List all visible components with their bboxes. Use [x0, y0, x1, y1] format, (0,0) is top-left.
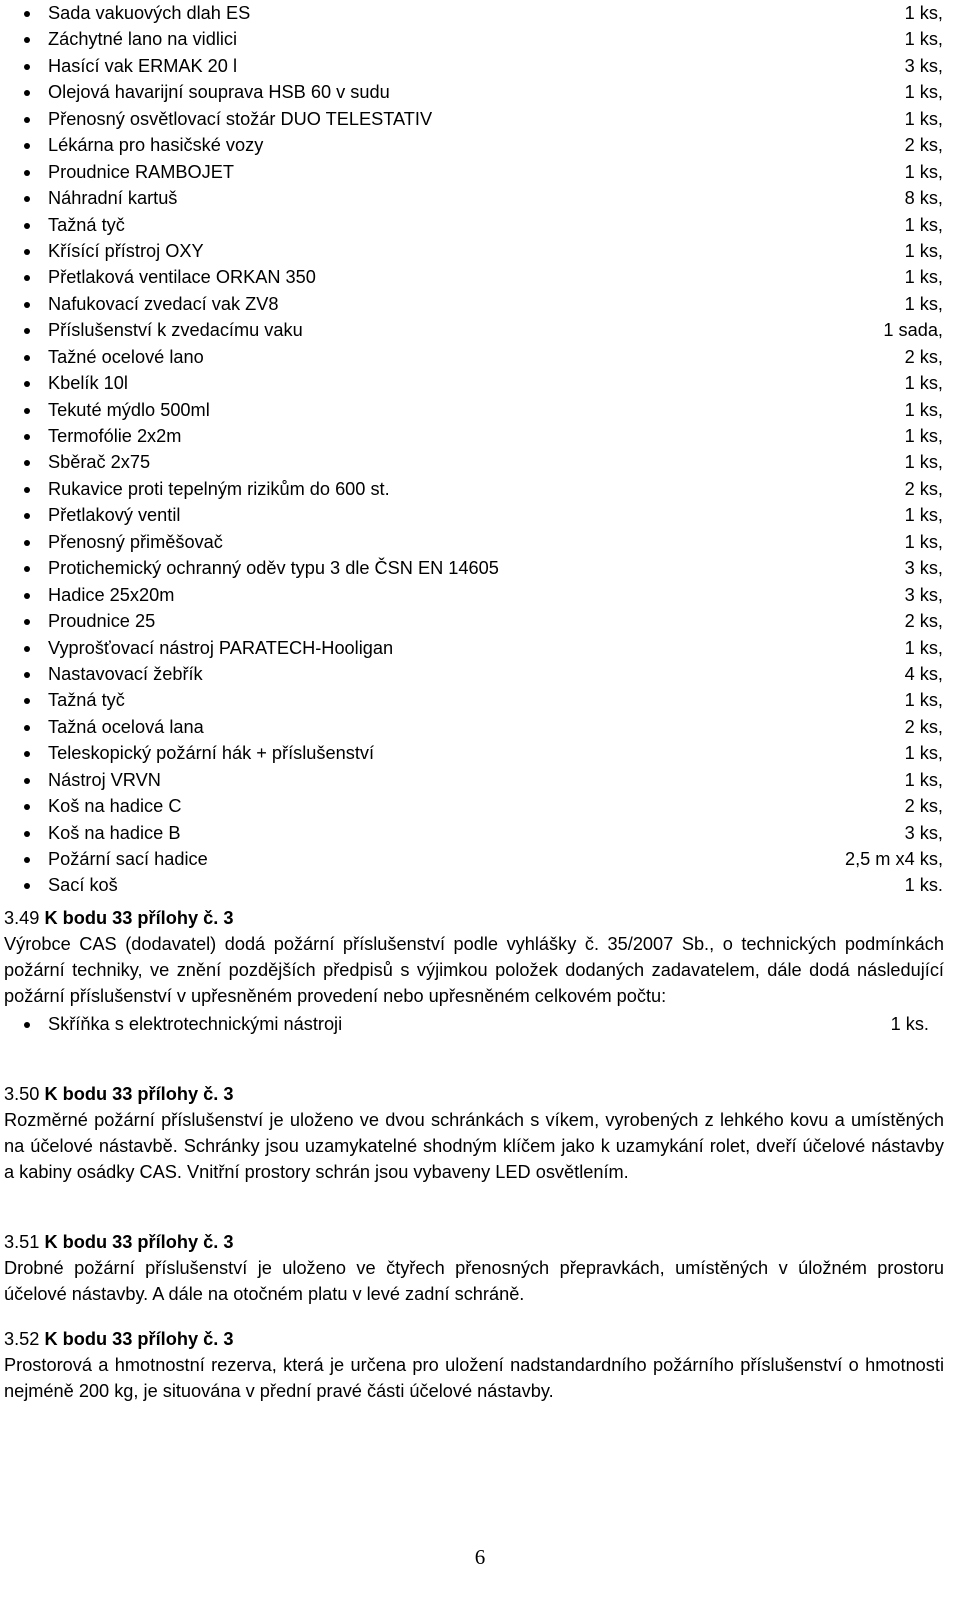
item-name: Sací koš — [48, 875, 118, 896]
item-quantity: 2 ks, — [904, 796, 943, 817]
item-quantity: 2 ks, — [904, 346, 943, 367]
bullet-icon — [24, 117, 30, 123]
item-quantity: 1 ks, — [904, 426, 943, 446]
bullet-icon — [24, 328, 30, 334]
bullet-icon — [24, 11, 30, 17]
list-item — [0, 502, 960, 528]
item-name: Záchytné lano na vidlici — [48, 29, 238, 50]
section-number: 3.49 — [4, 908, 40, 928]
list-item — [0, 159, 960, 185]
item-name: Přenosný přiměšovač — [48, 531, 223, 552]
list-item — [0, 344, 960, 370]
item-quantity: 1 ks, — [904, 3, 943, 23]
bullet-icon — [24, 302, 30, 308]
item-name: Tažná tyč — [48, 214, 125, 235]
item-quantity: 4 ks, — [904, 663, 943, 684]
item-quantity: 2 ks, — [904, 716, 943, 737]
item-quantity: 1 ks, — [904, 452, 943, 473]
list-item — [0, 555, 960, 581]
item-name: Sběrač 2x75 — [48, 452, 151, 473]
list-item — [0, 79, 960, 105]
item-name: Proudnice RAMBOJET — [48, 161, 234, 182]
list-item — [4, 1011, 944, 1037]
list-item — [0, 53, 960, 79]
item-name: Proudnice 25 — [48, 611, 156, 632]
item-quantity: 3 ks, — [904, 822, 943, 843]
item-quantity: 2 ks, — [904, 478, 943, 499]
item-quantity: 8 ks, — [904, 188, 943, 209]
bullet-icon — [24, 64, 30, 70]
list-item — [0, 291, 960, 317]
bullet-icon — [24, 566, 30, 572]
item-quantity: 1 sada, — [883, 320, 943, 341]
list-item — [0, 793, 960, 819]
section-text: Výrobce CAS (dodavatel) dodá požární příslušenství podle vyhlášky č. 35/2007 Sb., o technických podmínkách požární techniky, ve znění pozdějších předpisů s výjimkou položek dodaných zadavatelem, dále dodá následující požární příslušenství v upřesněném provedení nebo upřesněném celkovém počtu: — [4, 934, 944, 1006]
bullet-icon — [24, 487, 30, 493]
section-title: K bodu 33 přílohy č. 3 — [44, 1232, 234, 1252]
section-3-51 — [4, 1229, 944, 1307]
list-item — [0, 872, 960, 898]
item-name: Hasící vak ERMAK 20 l — [48, 55, 238, 76]
item-quantity: 1 ks. — [904, 875, 943, 896]
bullet-icon — [24, 513, 30, 519]
bullet-icon — [24, 143, 30, 149]
item-quantity: 3 ks, — [904, 584, 943, 605]
list-item — [0, 185, 960, 211]
section-text: Prostorová a hmotnostní rezerva, která je určena pro uložení nadstandardního požárního příslušenství o hmotnosti nejméně 200 kg, je situována v přední pravé části účelové nástavby. — [4, 1355, 944, 1401]
list-item — [0, 714, 960, 740]
list-item — [0, 370, 960, 396]
bullet-icon — [24, 90, 30, 96]
section-3-49 — [4, 905, 944, 1037]
item-name: Rukavice proti tepelným rizikům do 600 st. — [48, 478, 390, 499]
item-name: Termofólie 2x2m — [48, 426, 182, 446]
section-heading — [4, 1326, 944, 1352]
item-quantity: 1 ks, — [904, 161, 943, 182]
list-item — [0, 212, 960, 238]
list-item — [0, 317, 960, 343]
page-number: 6 — [474, 1545, 486, 1569]
list-item — [0, 529, 960, 555]
item-name: Tekuté mýdlo 500ml — [48, 399, 210, 420]
item-name: Nafukovací zvedací vak ZV8 — [48, 293, 279, 314]
item-name: Náhradní kartuš — [48, 188, 178, 209]
item-quantity: 1 ks, — [904, 293, 943, 314]
list-item — [0, 0, 960, 26]
list-item — [0, 740, 960, 766]
section-3-52 — [4, 1326, 944, 1404]
bullet-icon — [24, 540, 30, 546]
list-item — [0, 423, 960, 449]
bullet-icon — [24, 223, 30, 229]
bullet-icon — [24, 646, 30, 652]
section-number: 3.50 — [4, 1084, 40, 1104]
bullet-icon — [24, 857, 30, 863]
bullet-icon — [24, 196, 30, 202]
item-quantity: 3 ks, — [904, 55, 943, 76]
section-heading — [4, 1081, 944, 1107]
bullet-icon — [24, 751, 30, 757]
list-item — [0, 687, 960, 713]
section-title: K bodu 33 přílohy č. 3 — [44, 908, 234, 928]
item-quantity: 1 ks, — [904, 240, 943, 261]
item-name: Přetlaková ventilace ORKAN 350 — [48, 267, 316, 288]
item-quantity: 2 ks, — [904, 135, 943, 156]
bullet-icon — [24, 37, 30, 43]
item-quantity: 1 ks, — [904, 214, 943, 235]
list-item — [0, 238, 960, 264]
section-number: 3.52 — [4, 1329, 40, 1349]
section-text: Rozměrné požární příslušenství je uloženo ve dvou schránkách s víkem, vyrobených z lehkého kovu a umístěných na účelové nástavbě. Schránky jsou uzamykatelné shodným klíčem jako k uzamykání rolet, dveří účelové nástavby a kabiny osádky CAS. Vnitřní prostory schrán jsou vybaveny LED osvětlením. — [4, 1110, 944, 1182]
bullet-icon — [24, 725, 30, 731]
list-item — [0, 582, 960, 608]
bullet-icon — [24, 1022, 30, 1028]
item-quantity: 2,5 m x4 ks, — [844, 849, 943, 869]
item-quantity: 1 ks, — [904, 108, 943, 129]
list-item — [0, 820, 960, 846]
item-name: Přenosný osvětlovací stožár DUO TELESTATIV — [48, 108, 433, 129]
list-item — [0, 106, 960, 132]
item-name: Křísící přístroj OXY — [48, 240, 204, 261]
item-name: Skříňka s elektrotechnickými nástroji — [48, 1014, 343, 1034]
item-quantity: 1 ks, — [904, 82, 943, 103]
item-name: Protichemický ochranný oděv typu 3 dle ČSN EN 14605 — [48, 558, 499, 579]
bullet-icon — [24, 381, 30, 387]
item-name: Vyprošťovací nástroj PARATECH-Hooligan — [48, 637, 394, 658]
item-quantity: 1 ks, — [904, 637, 943, 658]
item-name: Nástroj VRVN — [48, 769, 161, 790]
item-name: Sada vakuových dlah ES — [48, 3, 251, 23]
item-name: Kbelík 10l — [48, 373, 128, 394]
list-item — [0, 846, 960, 872]
item-quantity: 1 ks, — [904, 531, 943, 552]
section-3-50 — [4, 1081, 944, 1185]
item-quantity: 1 ks, — [904, 769, 943, 790]
item-name: Teleskopický požární hák + příslušenství — [48, 743, 375, 764]
item-quantity: 1 ks, — [904, 29, 943, 50]
list-item — [0, 476, 960, 502]
item-quantity: 1 ks, — [904, 373, 943, 394]
bullet-icon — [24, 698, 30, 704]
item-name: Lékárna pro hasičské vozy — [48, 135, 264, 156]
section-heading — [4, 1229, 944, 1255]
bullet-icon — [24, 460, 30, 466]
item-quantity: 2 ks, — [904, 611, 943, 632]
bullet-icon — [24, 778, 30, 784]
section-text: Drobné požární příslušenství je uloženo ve čtyřech přenosných přepravkách, umístěných v úložném prostoru účelové nástavby. A dále na otočném platu v levé zadní schráně. — [4, 1258, 944, 1304]
bullet-icon — [24, 593, 30, 599]
item-name: Koš na hadice B — [48, 822, 181, 843]
list-item — [0, 767, 960, 793]
item-name: Koš na hadice C — [48, 796, 182, 817]
item-quantity: 1 ks, — [904, 743, 943, 764]
bullet-icon — [24, 249, 30, 255]
item-quantity: 1 ks. — [890, 1014, 929, 1034]
item-quantity: 3 ks, — [904, 558, 943, 579]
bullet-icon — [24, 831, 30, 837]
bullet-icon — [24, 408, 30, 414]
item-name: Tažná ocelová lana — [48, 716, 204, 737]
section-title: K bodu 33 přílohy č. 3 — [44, 1084, 234, 1104]
list-item — [0, 661, 960, 687]
bullet-icon — [24, 883, 30, 889]
section-number: 3.51 — [4, 1232, 40, 1252]
list-item — [0, 397, 960, 423]
bullet-icon — [24, 170, 30, 176]
item-quantity: 1 ks, — [904, 690, 943, 711]
bullet-icon — [24, 619, 30, 625]
item-name: Nastavovací žebřík — [48, 663, 203, 684]
item-name: Olejová havarijní souprava HSB 60 v sudu — [48, 82, 390, 103]
item-name: Hadice 25x20m — [48, 584, 175, 605]
list-item — [0, 264, 960, 290]
bullet-icon — [24, 804, 30, 810]
list-item — [0, 26, 960, 52]
item-name: Příslušenství k zvedacímu vaku — [48, 320, 303, 341]
item-quantity: 1 ks, — [904, 505, 943, 526]
bullet-icon — [24, 434, 30, 440]
list-item — [0, 132, 960, 158]
bullet-icon — [24, 355, 30, 361]
list-item — [0, 608, 960, 634]
item-name: Přetlakový ventil — [48, 505, 181, 526]
list-item — [0, 449, 960, 475]
list-item — [0, 635, 960, 661]
bullet-icon — [24, 672, 30, 678]
item-quantity: 1 ks, — [904, 399, 943, 420]
bullet-icon — [24, 275, 30, 281]
item-quantity: 1 ks, — [904, 267, 943, 288]
section-title: K bodu 33 přílohy č. 3 — [44, 1329, 234, 1349]
item-name: Tažné ocelové lano — [48, 346, 204, 367]
item-name: Požární sací hadice — [48, 849, 208, 869]
section-heading — [4, 905, 944, 931]
item-name: Tažná tyč — [48, 690, 125, 711]
